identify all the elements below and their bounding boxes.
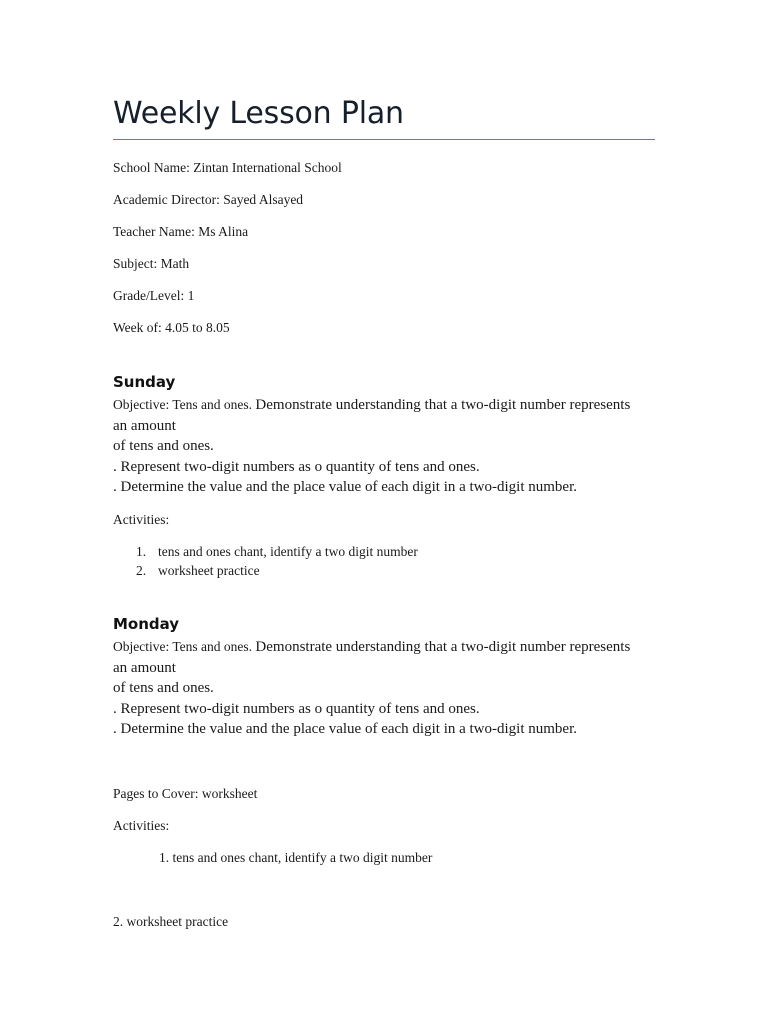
sunday-activities-list: [136, 542, 418, 580]
monday-objective-line-3: of tens and ones.: [113, 680, 214, 696]
monday-objective: [113, 637, 673, 740]
title-underline: [113, 139, 655, 140]
sunday-activities-label: Activities:: [113, 512, 170, 527]
monday-heading: Monday: [113, 615, 180, 633]
list-item: [136, 561, 418, 580]
grade-level-line: Grade/Level: 1: [113, 288, 195, 303]
sunday-objective-text: Demonstrate understanding that a two-digit number represents: [255, 397, 631, 413]
monday-objective-line-5: . Determine the value and the place value of each digit in a two-digit number.: [113, 721, 578, 737]
sunday-objective-prefix: Objective: Tens and ones.: [113, 397, 256, 412]
monday-objective-line-2: an amount: [113, 659, 176, 676]
sunday-objective-line-3: of tens and ones.: [113, 438, 214, 454]
list-item-number: 2.: [136, 563, 147, 578]
sunday-objective-line-2: an amount: [113, 417, 176, 434]
academic-director-line: Academic Director: Sayed Alsayed: [113, 192, 304, 207]
sunday-objective-line-4: . Represent two-digit numbers as o quantity of tens and ones.: [113, 458, 480, 475]
list-item-text: tens and ones chant, identify a two digit number: [158, 544, 418, 559]
sunday-objective-line-5: . Determine the value and the place value of each digit in a two-digit number.: [113, 479, 578, 495]
teacher-name-line: Teacher Name: Ms Alina: [113, 224, 249, 239]
monday-activities-label: Activities:: [113, 818, 170, 833]
monday-objective-text: Demonstrate understanding that a two-digit number represents: [255, 639, 631, 655]
school-name-line: School Name: Zintan International School: [113, 160, 342, 175]
monday-objective-line-4: . Represent two-digit numbers as o quantity of tens and ones.: [113, 700, 480, 717]
sunday-heading: Sunday: [113, 373, 176, 391]
monday-objective-line-1: [113, 637, 673, 658]
list-item-text: worksheet practice: [158, 563, 260, 578]
monday-pages-to-cover: Pages to Cover: worksheet: [113, 786, 258, 801]
sunday-objective: [113, 395, 673, 498]
subject-line: Subject: Math: [113, 256, 190, 271]
sunday-objective-line-1: [113, 395, 673, 416]
monday-activity-2: 2. worksheet practice: [113, 914, 229, 929]
list-item: [136, 542, 418, 561]
week-of-line: Week of: 4.05 to 8.05: [113, 320, 230, 335]
monday-objective-prefix: Objective: Tens and ones.: [113, 639, 256, 654]
document-title: Weekly Lesson Plan: [113, 96, 404, 131]
monday-activity-1: 1. tens and ones chant, identify a two digit number: [159, 850, 433, 865]
list-item-number: 1.: [136, 544, 147, 559]
